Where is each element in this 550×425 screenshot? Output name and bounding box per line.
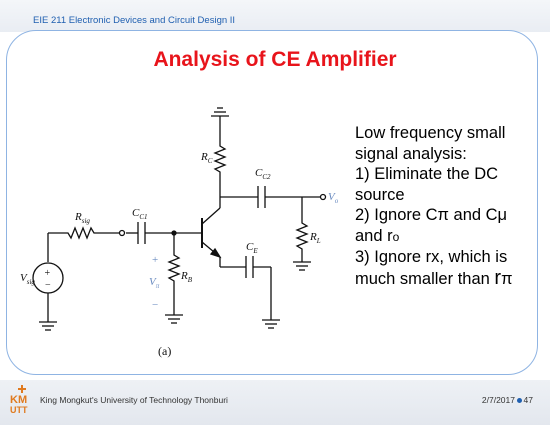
vo-label: $V_o$ (328, 191, 339, 205)
vpi-minus: − (152, 299, 159, 311)
ce-capacitor (246, 256, 253, 278)
note-line: Low frequency small (355, 124, 506, 142)
note-line: much smaller than rπ (355, 266, 513, 289)
page-number: 47 (523, 395, 533, 405)
rb-ground-symbol (165, 315, 183, 323)
ce-label: $C_E$ (246, 241, 258, 255)
note-line: 3) Ignore rx, which is (355, 248, 508, 266)
figure-caption: (a) (158, 344, 172, 358)
source-minus: − (45, 280, 51, 291)
rl-label: $R_L$ (310, 231, 321, 245)
cc1-capacitor (138, 222, 145, 244)
source-plus: + (44, 268, 51, 279)
note-line: 2) Ignore Cπ and Cμ (355, 206, 508, 224)
svg-text:UTT: UTT (10, 405, 28, 415)
note-line: and ro (355, 226, 400, 245)
vsig-label: $V_{sig}$ (20, 272, 35, 286)
rsig-label: $R_{sig}$ (75, 211, 90, 225)
bjt-transistor (202, 197, 220, 267)
rc-resistor (215, 140, 225, 197)
footer-date: 2/7/2017 (481, 395, 515, 405)
footer-dot (517, 398, 522, 403)
rsig-resistor (48, 228, 98, 238)
ce-amplifier-circuit (18, 100, 343, 368)
vpi-label: $V_\pi$ (149, 276, 160, 290)
note-line: 1) Eliminate the DC (355, 165, 499, 183)
vpi-plus: + (152, 254, 159, 266)
rl-resistor (297, 218, 307, 262)
svg-text:KM: KM (10, 394, 28, 406)
kmutt-logo (9, 385, 35, 415)
slide-title: Analysis of CE Amplifier (153, 48, 397, 71)
note-line: source (355, 185, 405, 204)
rb-resistor (169, 250, 179, 315)
source-ground-symbol (39, 322, 57, 330)
footer-university: King Mongkut's University of Technology Thonburi (40, 395, 228, 405)
ce-ground-symbol (262, 320, 280, 328)
rb-label: $R_B$ (181, 270, 193, 284)
course-title: EIE 211 Electronic Devices and Circuit Design II (33, 15, 236, 26)
rc-label: $R_C$ (201, 151, 213, 165)
rl-ground-symbol (293, 262, 311, 270)
input-terminal (120, 231, 125, 236)
vo-terminal (321, 195, 326, 200)
cc2-label: $C_{C2}$ (255, 167, 271, 181)
cc2-capacitor (258, 186, 265, 208)
slide-bullet-text (355, 123, 545, 289)
note-line: signal analysis: (355, 144, 467, 163)
cc1-label: $C_{C1}$ (132, 207, 148, 221)
top-ground-symbol (211, 108, 229, 140)
